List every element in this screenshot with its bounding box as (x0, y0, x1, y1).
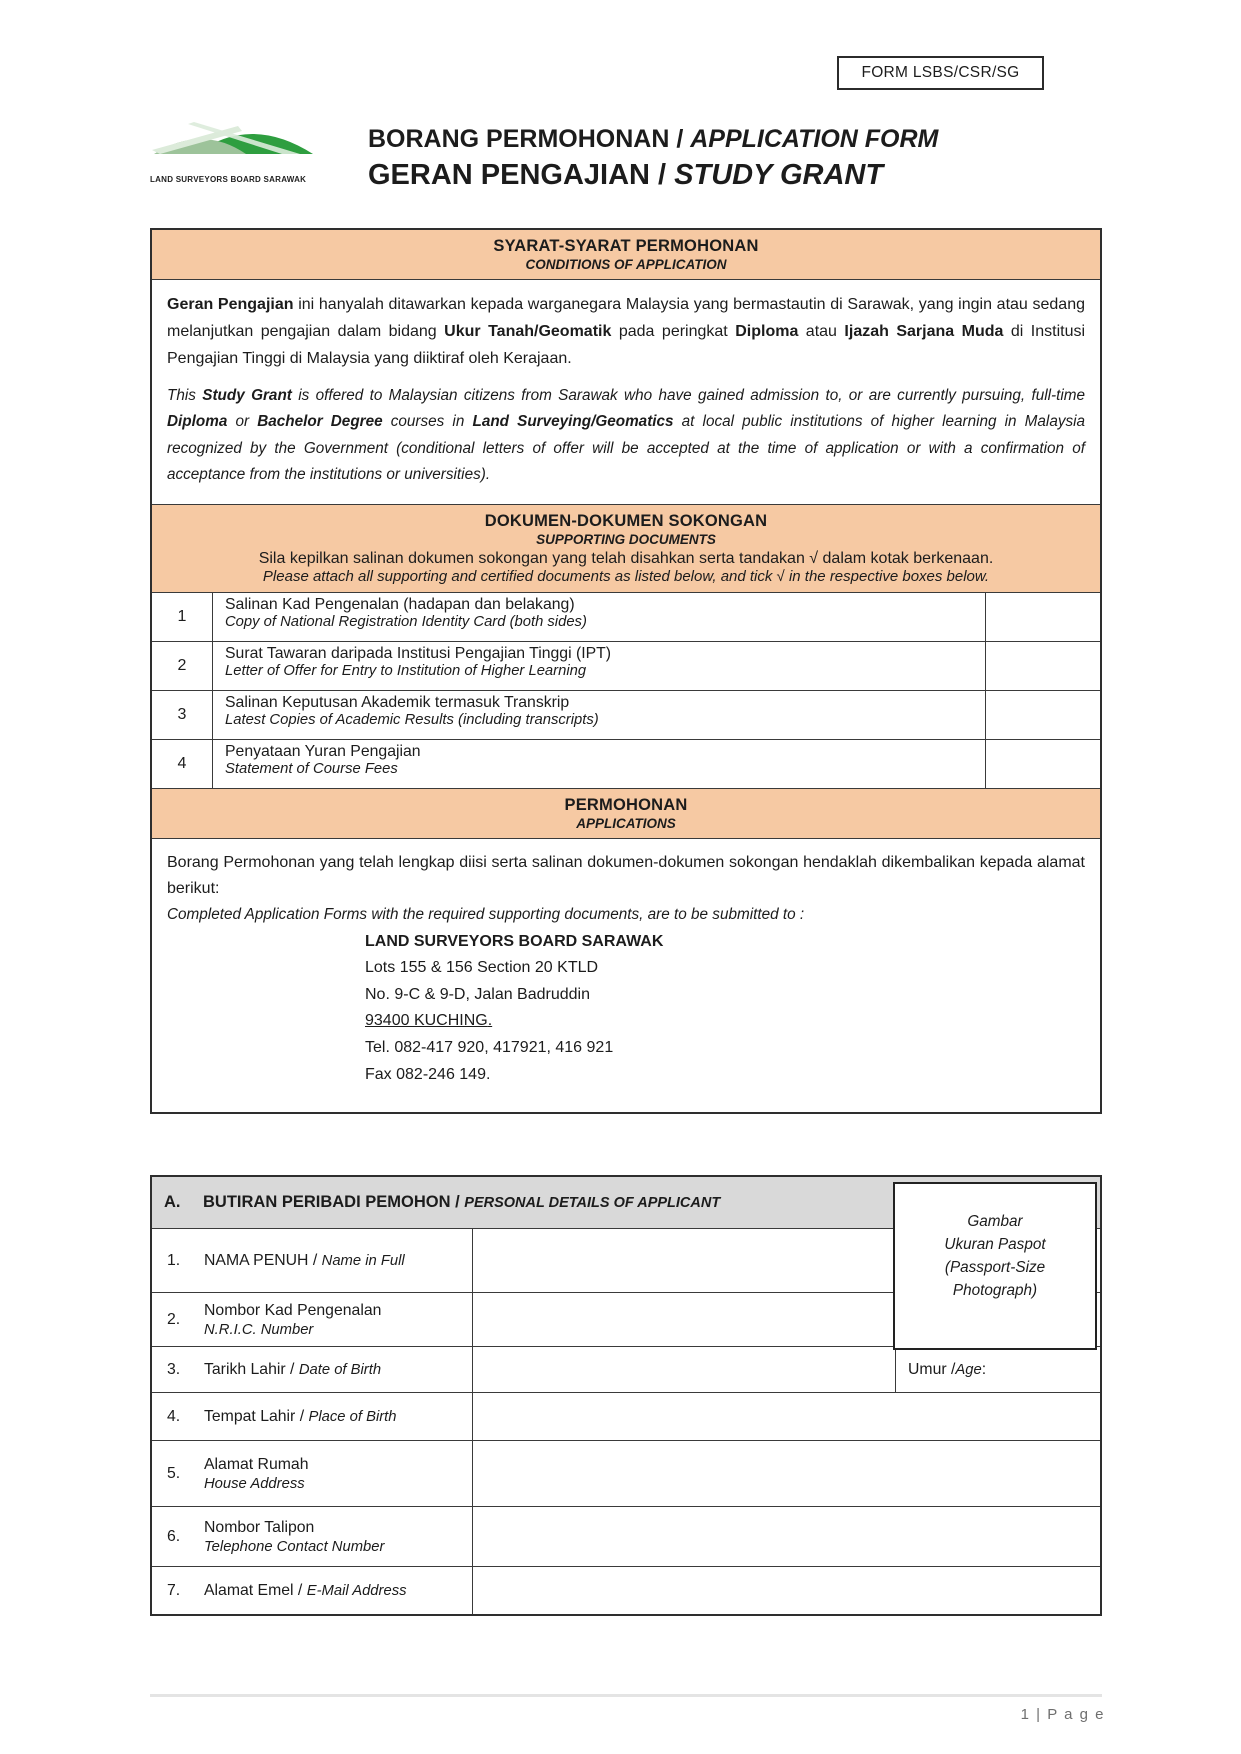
table-row (152, 1566, 1100, 1614)
conditions-section-header (152, 230, 1100, 279)
address-org-name: LAND SURVEYORS BOARD SARAWAK (365, 932, 664, 950)
table-row (152, 690, 1100, 739)
house-address-input-cell[interactable] (472, 1441, 1100, 1506)
table-row (152, 1346, 1100, 1392)
row-number: 6. (167, 1527, 181, 1545)
form-title-line2: GERAN PENGAJIAN / STUDY GRANT (368, 159, 884, 191)
row-number: 7. (167, 1581, 181, 1599)
doc-row-number: 2 (177, 657, 187, 675)
table-row (152, 641, 1100, 690)
field-label-date-of-birth: 3. Tarikh Lahir / Date of Birth (167, 1360, 382, 1378)
field-label-house-address: 5. Alamat Rumah House Address (167, 1455, 309, 1492)
conditions-paragraph-en: This Study Grant is offered to Malaysian citizens from Sarawak who have gained admission to, or are currently pursuing, full-time Diploma or Bachelor Degree courses in Land Surveying/Geomatics at local public institutions of higher learning in Malaysia recognized by the Government (conditional letters of offer will be accepted at the time of application or with a confirmation of acceptance from the institutions or universities). (167, 386, 1086, 484)
section-a-label: A. (164, 1193, 181, 1211)
table-row (152, 1440, 1100, 1506)
section-a-title: BUTIRAN PERIBADI PEMOHON / PERSONAL DETAILS OF APPLICANT (203, 1193, 721, 1211)
row-number: 1. (167, 1251, 181, 1269)
conditions-heading-my: SYARAT-SYARAT PERMOHONAN (493, 237, 759, 255)
doc-row-description: Penyataan Yuran Pengajian Statement of Course Fees (212, 740, 985, 788)
address-line: No. 9-C & 9-D, Jalan Badruddin (365, 985, 590, 1003)
form-sections (150, 228, 1102, 1114)
lsbs-logo (150, 112, 322, 184)
documents-note-en: Please attach all supporting and certified documents as listed below, and tick √ in the respective boxes below. (262, 568, 990, 586)
applications-heading-en: APPLICATIONS (576, 816, 676, 832)
doc-row-description: Surat Tawaran daripada Institusi Pengajian Tinggi (IPT) Letter of Offer for Entry to Institution of Higher Learning (212, 642, 985, 690)
table-row (152, 592, 1100, 641)
address-line: Lots 155 & 156 Section 20 KTLD (365, 959, 599, 977)
doc-2-checkbox-cell[interactable] (985, 642, 1100, 690)
doc-row-number: 1 (177, 608, 187, 626)
place-of-birth-input-cell[interactable] (472, 1393, 1100, 1440)
address-telephone: Tel. 082-417 920, 417921, 416 921 (365, 1039, 614, 1057)
applications-paragraph-my: Borang Permohonan yang telah lengkap diisi serta salinan dokumen-dokumen sokongan hendaklah dikembalikan kepada alamat berikut: (167, 854, 1085, 898)
conditions-heading-en: CONDITIONS OF APPLICATION (525, 257, 727, 272)
row-number: 3. (167, 1360, 181, 1378)
applications-section-header (152, 788, 1100, 838)
age-field-cell[interactable]: Umur / Age : (895, 1347, 1100, 1392)
address-city: 93400 KUCHING. (365, 1012, 493, 1030)
page-number: 1 | P a g e (1020, 1706, 1105, 1723)
doc-4-checkbox-cell[interactable] (985, 740, 1100, 788)
doc-row-number: 3 (177, 706, 187, 724)
table-row (152, 1506, 1100, 1566)
row-number: 2. (167, 1310, 181, 1328)
email-input-cell[interactable] (472, 1567, 1100, 1614)
address-fax: Fax 082-246 149. (365, 1065, 491, 1083)
row-number: 4. (167, 1407, 181, 1425)
form-code-box (837, 56, 1044, 90)
field-label-email: 7. Alamat Emel / E-Mail Address (167, 1581, 407, 1599)
telephone-input-cell[interactable] (472, 1507, 1100, 1566)
documents-heading-en: SUPPORTING DOCUMENTS (536, 532, 716, 548)
row-number: 5. (167, 1464, 181, 1482)
doc-row-description: Salinan Keputusan Akademik termasuk Transkrip Latest Copies of Academic Results (including transcripts) (212, 691, 985, 739)
documents-heading-my: DOKUMEN-DOKUMEN SOKONGAN (484, 512, 768, 531)
passport-photo-box: Gambar Ukuran Paspot (Passport-Size Photograph) (893, 1182, 1097, 1350)
table-row (152, 1392, 1100, 1440)
field-label-place-of-birth: 4. Tempat Lahir / Place of Birth (167, 1407, 397, 1425)
applications-heading-my: PERMOHONAN (564, 796, 688, 815)
table-row (152, 739, 1100, 788)
doc-row-description: Salinan Kad Pengenalan (hadapan dan belakang) Copy of National Registration Identity Card (both sides) (212, 593, 985, 641)
conditions-paragraph-my: Geran Pengajian ini hanyalah ditawarkan kepada warganegara Malaysia yang bermastautin di Sarawak, yang ingin atau sedang melanjutkan pengajian dalam bidang Ukur Tanah/Geomatik pada peringkat Diploma atau Ijazah Sarjana Muda di Institusi Pengajian Tinggi di Malaysia yang diiktiraf oleh Kerajaan. (167, 296, 1086, 367)
doc-1-checkbox-cell[interactable] (985, 593, 1100, 641)
footer-divider (150, 1694, 1102, 1697)
field-label-telephone: 6. Nombor Talipon Telephone Contact Number (167, 1518, 385, 1555)
documents-note-my: Sila kepilkan salinan dokumen sokongan yang telah disahkan serta tandakan √ dalam kotak berkenaan. (258, 550, 994, 568)
applications-body (152, 838, 1100, 1112)
conditions-body (152, 279, 1100, 504)
form-title-line1: BORANG PERMOHONAN / APPLICATION FORM (368, 125, 939, 153)
documents-section-header (152, 504, 1100, 592)
field-label-nric: 2. Nombor Kad Pengenalan N.R.I.C. Number (167, 1301, 382, 1338)
logo-caption: LAND SURVEYORS BOARD SARAWAK (150, 175, 307, 184)
applications-paragraph-en: Completed Application Forms with the required supporting documents, are to be submitted to : (167, 905, 805, 923)
doc-row-number: 4 (177, 755, 187, 773)
form-title (368, 125, 938, 192)
doc-3-checkbox-cell[interactable] (985, 691, 1100, 739)
field-label-full-name: 1. NAMA PENUH / Name in Full (167, 1251, 405, 1269)
lsbs-logo-icon (150, 112, 320, 168)
submission-address (365, 929, 1085, 1088)
date-of-birth-input-cell[interactable] (472, 1347, 895, 1392)
form-code-text: FORM LSBS/CSR/SG (861, 64, 1020, 81)
